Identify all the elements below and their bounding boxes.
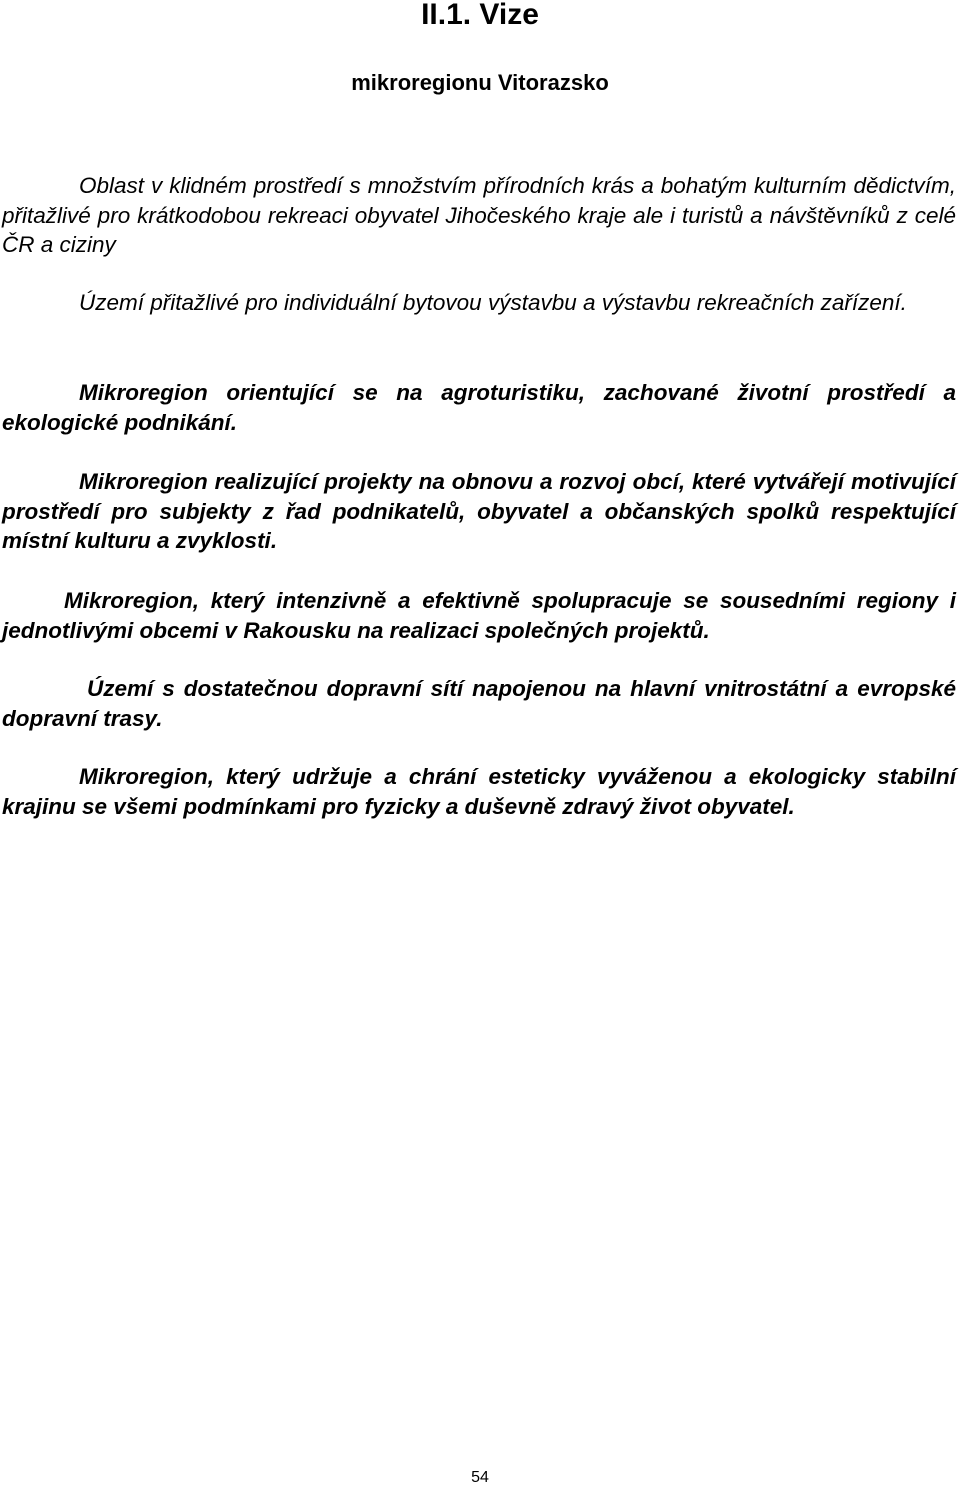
vision-paragraph-4: Mikroregion realizující projekty na obnovu a rozvoj obcí, které vytvářejí motivující prostředí pro subjekty z řad podnikatelů, obyvatel a občanských spolků respektující místní kulturu a zvyklosti. (2, 469, 956, 553)
page-title: II.1. Vize (421, 0, 539, 31)
page-number: 54 (471, 1469, 489, 1486)
vision-paragraph-2: Území přitažlivé pro individuální bytovou výstavbu a výstavbu rekreačních zařízení. (79, 290, 907, 315)
vision-paragraph-6: Území s dostatečnou dopravní sítí napojenou na hlavní vnitrostátní a evropské dopravní trasy. (2, 676, 956, 731)
vision-paragraph-1: Oblast v klidném prostředí s množstvím přírodních krás a bohatým kulturním dědictvím, přitažlivé pro krátkodobou rekreaci obyvatel Jihočeského kraje ale i turistů a návštěvníků z celé ČR a ciziny (2, 173, 956, 257)
vision-paragraph-3: Mikroregion orientující se na agroturistiku, zachované životní prostředí a ekologické podnikání. (2, 380, 956, 435)
vision-paragraph-5: Mikroregion, který intenzivně a efektivně spolupracuje se sousedními regiony i jednotlivými obcemi v Rakousku na realizaci společných projektů. (2, 588, 956, 643)
vision-paragraph-7: Mikroregion, který udržuje a chrání esteticky vyváženou a ekologicky stabilní krajinu se všemi podmínkami pro fyzicky a duševně zdravý život obyvatel. (2, 764, 956, 819)
page-subtitle: mikroregionu Vitorazsko (351, 70, 609, 95)
